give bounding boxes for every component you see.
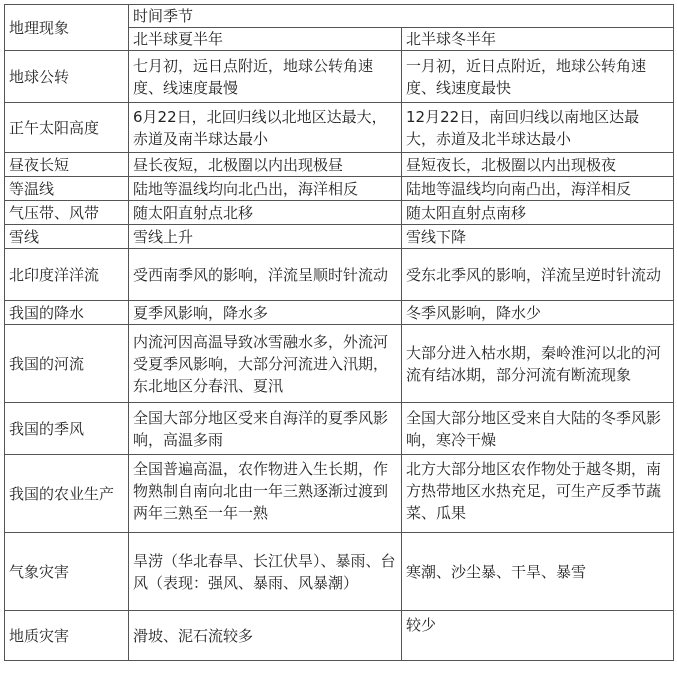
row-label: 昼夜长短 [5,153,129,177]
table-row [5,455,674,533]
summer-cell: 陆地等温线均向北凸出，海洋相反 [129,177,402,201]
winter-cell: 冬季风影响，降水少 [402,301,674,325]
summer-cell: 夏季风影响，降水多 [129,301,402,325]
table-row [5,103,674,153]
summer-cell: 滑坡、泥石流较多 [129,611,402,661]
table-row [5,533,674,611]
winter-cell: 寒潮、沙尘暴、干旱、暴雪 [402,533,674,611]
row-label: 雪线 [5,225,129,249]
summer-cell: 七月初，远日点附近，地球公转角速度、线速度最慢 [129,51,402,103]
winter-cell: 昼短夜长，北极圈以内出现极夜 [402,153,674,177]
table-row [5,51,674,103]
table-row [5,403,674,455]
summer-cell: 昼长夜短，北极圈以内出现极昼 [129,153,402,177]
seasonal-phenomena-table [4,4,674,661]
row-label: 气象灾害 [5,533,129,611]
header-winter-half: 北半球冬半年 [402,28,674,51]
winter-cell: 雪线下降 [402,225,674,249]
row-label: 正午太阳高度 [5,103,129,153]
row-label: 等温线 [5,177,129,201]
table-row [5,225,674,249]
row-label: 我国的季风 [5,403,129,455]
winter-cell: 12月22日，南回归线以南地区达最大，赤道及北半球达最小 [402,103,674,153]
summer-cell: 全国普遍高温，农作物进入生长期，作物熟制自南向北由一年三熟逐渐过渡到两年三熟至一年一熟 [129,455,402,533]
row-label: 我国的农业生产 [5,455,129,533]
summer-cell: 随太阳直射点北移 [129,201,402,225]
winter-cell: 陆地等温线均向南凸出，海洋相反 [402,177,674,201]
table-row [5,153,674,177]
header-summer-half: 北半球夏半年 [129,28,402,51]
winter-cell: 受东北季风的影响，洋流呈逆时针流动 [402,249,674,301]
table-row [5,611,674,661]
summer-cell: 6月22日，北回归线以北地区达最大，赤道及南半球达最小 [129,103,402,153]
winter-cell: 较少 [402,611,674,661]
summer-cell: 受西南季风的影响，洋流呈顺时针流动 [129,249,402,301]
row-label: 地质灾害 [5,611,129,661]
row-label: 我国的降水 [5,301,129,325]
header-phenomenon: 地理现象 [5,5,129,51]
summer-cell: 旱涝（华北春旱、长江伏旱）、暴雨、台风（表现：强风、暴雨、风暴潮） [129,533,402,611]
table-row [5,201,674,225]
table-row [5,249,674,301]
table-row [5,301,674,325]
summer-cell: 全国大部分地区受来自海洋的夏季风影响，高温多雨 [129,403,402,455]
winter-cell: 北方大部分地区农作物处于越冬期，南方热带地区水热充足，可生产反季节蔬菜、瓜果 [402,455,674,533]
summer-cell: 内流河因高温导致冰雪融水多，外流河受夏季风影响，大部分河流进入汛期，东北地区分春汛、夏汛 [129,325,402,403]
winter-cell: 大部分进入枯水期，秦岭淮河以北的河流有结冰期，部分河流有断流现象 [402,325,674,403]
row-label: 地球公转 [5,51,129,103]
table-row [5,325,674,403]
row-label: 我国的河流 [5,325,129,403]
row-label: 气压带、风带 [5,201,129,225]
summer-cell: 雪线上升 [129,225,402,249]
table-row [5,177,674,201]
header-time-season: 时间季节 [129,5,674,28]
winter-cell: 一月初，近日点附近，地球公转角速度、线速度最快 [402,51,674,103]
winter-cell: 随太阳直射点南移 [402,201,674,225]
row-label: 北印度洋洋流 [5,249,129,301]
winter-cell: 全国大部分地区受来自大陆的冬季风影响，寒冷干燥 [402,403,674,455]
